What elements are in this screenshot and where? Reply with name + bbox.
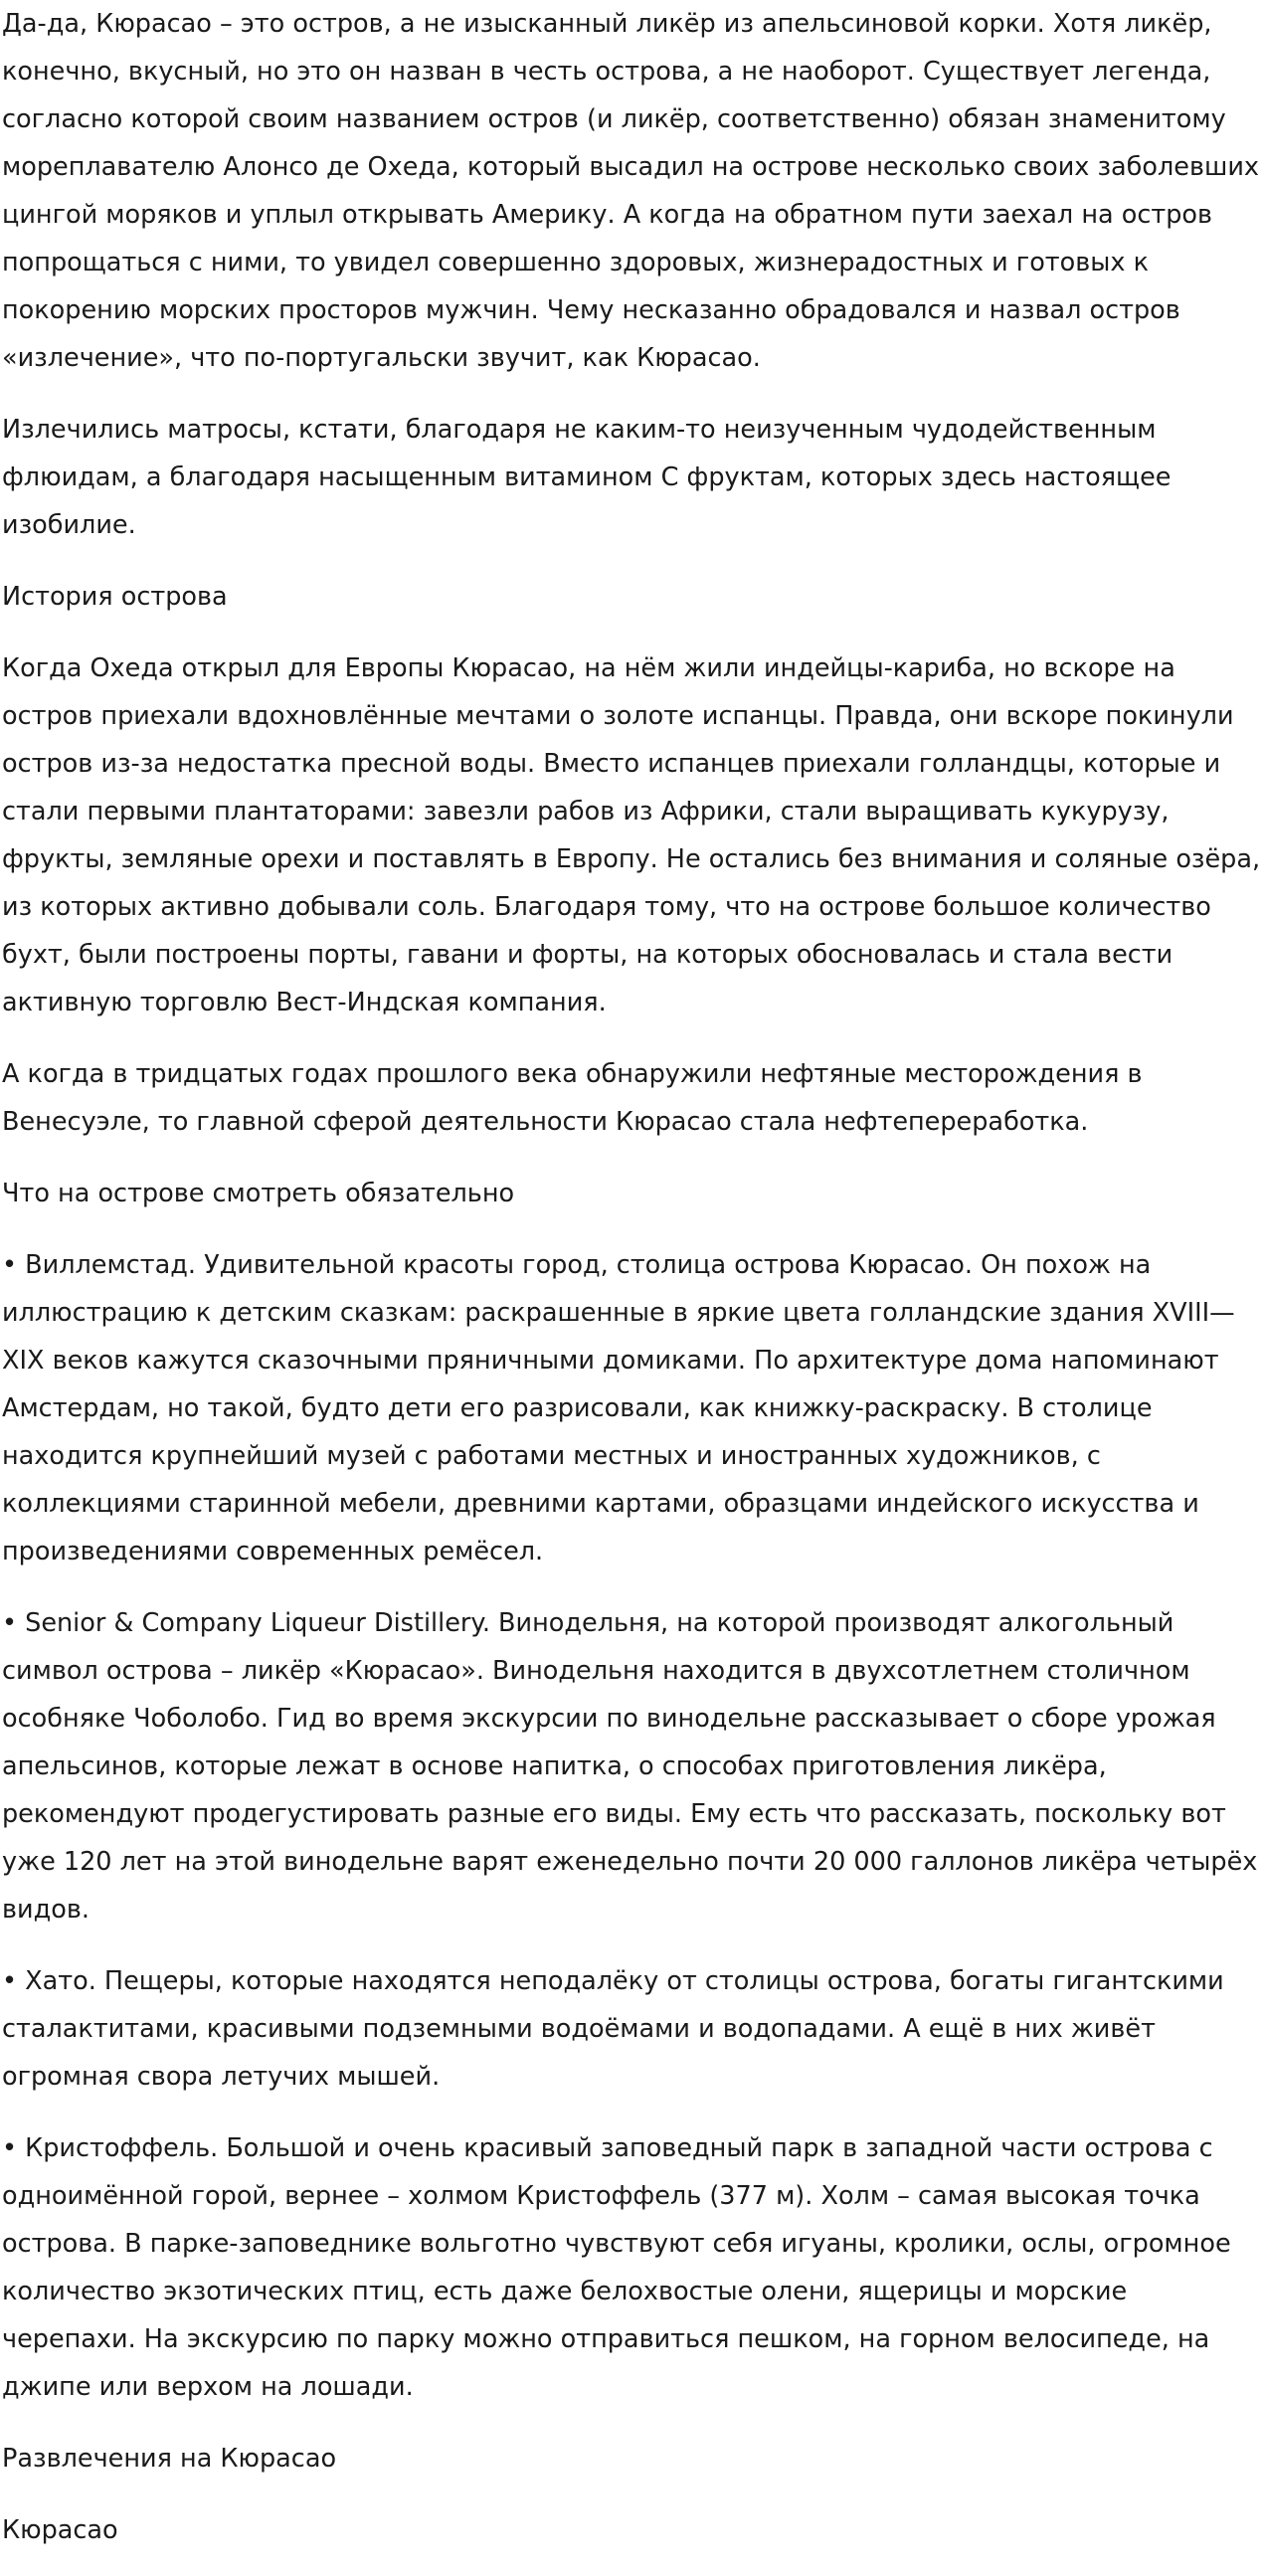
list-item-distillery: • Senior & Company Liqueur Distillery. Винодельня, на которой производят алкогольный символ острова – ликёр «Кюрасао». Винодельня находится в двухсотлетнем столичном особняке Чоболобо. Гид во время экскурсии по винодельне рассказывает о сборе урожая апельсинов, которые лежат в основе напитка, о способах приготовления ликёра, рекомендуют продегустировать разные его виды. Ему есть что рассказать, поскольку вот уже 120 лет на этой винодельне варят еженедельно почти 20 000 галлонов ликёра четырёх видов. bbox=[2, 1608, 1258, 1925]
section-heading-entertainment: Развлечения на Кюрасао bbox=[2, 2444, 337, 2474]
paragraph-history: Когда Охеда открыл для Европы Кюрасао, на нём жили индейцы-кариба, но вскоре на остров приехали вдохновлённые мечтами о золоте испанцы. Правда, они вскоре покинули остров из-за недостатка пресной воды. Вместо испанцев приехали голландцы, которые и стали первыми плантаторами: завезли рабов из Африки, стали выращивать кукурузу, фрукты, земляные орехи и поставлять в Европу. Не остались без внимания и соляные озёра, из которых активно добывали соль. Благодаря тому, что на острове большое количество бухт, были построены порты, гавани и форты, на которых обосновалась и стала вести активную торговлю Вест-Индская компания. bbox=[2, 653, 1261, 1017]
paragraph-intro: Да-да, Кюрасао – это остров, а не изысканный ликёр из апельсиновой корки. Хотя ликёр, конечно, вкусный, но это он назван в честь острова, а не наоборот. Существует легенда, согласно которой своим названием остров (и ликёр, соответственно) обязан знаменитому мореплавателю Алонсо де Охеда, который высадил на острове несколько своих заболевших цингой моряков и уплыл открывать Америку. А когда на обратном пути заехал на остров попрощаться с ними, то увидел совершенно здоровых, жизнерадостных и готовых к покорению морских просторов мужчин. Чему несказанно обрадовался и назвал остров «излечение», что по-португальски звучит, как Кюрасао. bbox=[2, 9, 1259, 373]
list-item-willemstad: • Виллемстад. Удивительной красоты город, столица острова Кюрасао. Он похож на иллюстрацию к детским сказкам: раскрашенные в яркие цвета голландские здания XVIII—XIX веков кажутся сказочными пряничными домиками. По архитектуре дома напоминают Амстердам, но такой, будто дети его разрисовали, как книжку-раскраску. В столице находится крупнейший музей с работами местных и иностранных художников, с коллекциями старинной мебели, древними картами, образцами индейского искусства и произведениями современных ремёсел. bbox=[2, 1250, 1235, 1566]
list-item-christoffel: • Кристоффель. Большой и очень красивый заповедный парк в западной части острова с одноимённой горой, вернее – холмом Кристоффель (377 м). Холм – самая высокая точка острова. В парке-заповеднике вольготно чувствуют себя игуаны, кролики, ослы, огромное количество экзотических птиц, есть даже белохвостые олени, ящерицы и морские черепахи. На экскурсию по парку можно отправиться пешком, на горном велосипеде, на джипе или верхом на лошади. bbox=[2, 2133, 1231, 2402]
paragraph-sailors: Излечились матросы, кстати, благодаря не каким-то неизученным чудодейственным флюидам, а благодаря насыщенным витамином С фруктам, которых здесь настоящее изобилие. bbox=[2, 415, 1172, 540]
section-heading-history: История острова bbox=[2, 582, 228, 612]
section-heading-curacao: Кюрасао bbox=[2, 2515, 118, 2545]
paragraph-oil: А когда в тридцатых годах прошлого века обнаружили нефтяные месторождения в Венесуэле, то главной сферой деятельности Кюрасао стала нефтепереработка. bbox=[2, 1059, 1143, 1137]
section-heading-sights: Что на острове смотреть обязательно bbox=[2, 1179, 515, 1208]
list-item-hato: • Хато. Пещеры, которые находятся неподалёку от столицы острова, богаты гигантскими сталактитами, красивыми подземными водоёмами и водопадами. А ещё в них живёт огромная свора летучих мышей. bbox=[2, 1966, 1224, 2092]
